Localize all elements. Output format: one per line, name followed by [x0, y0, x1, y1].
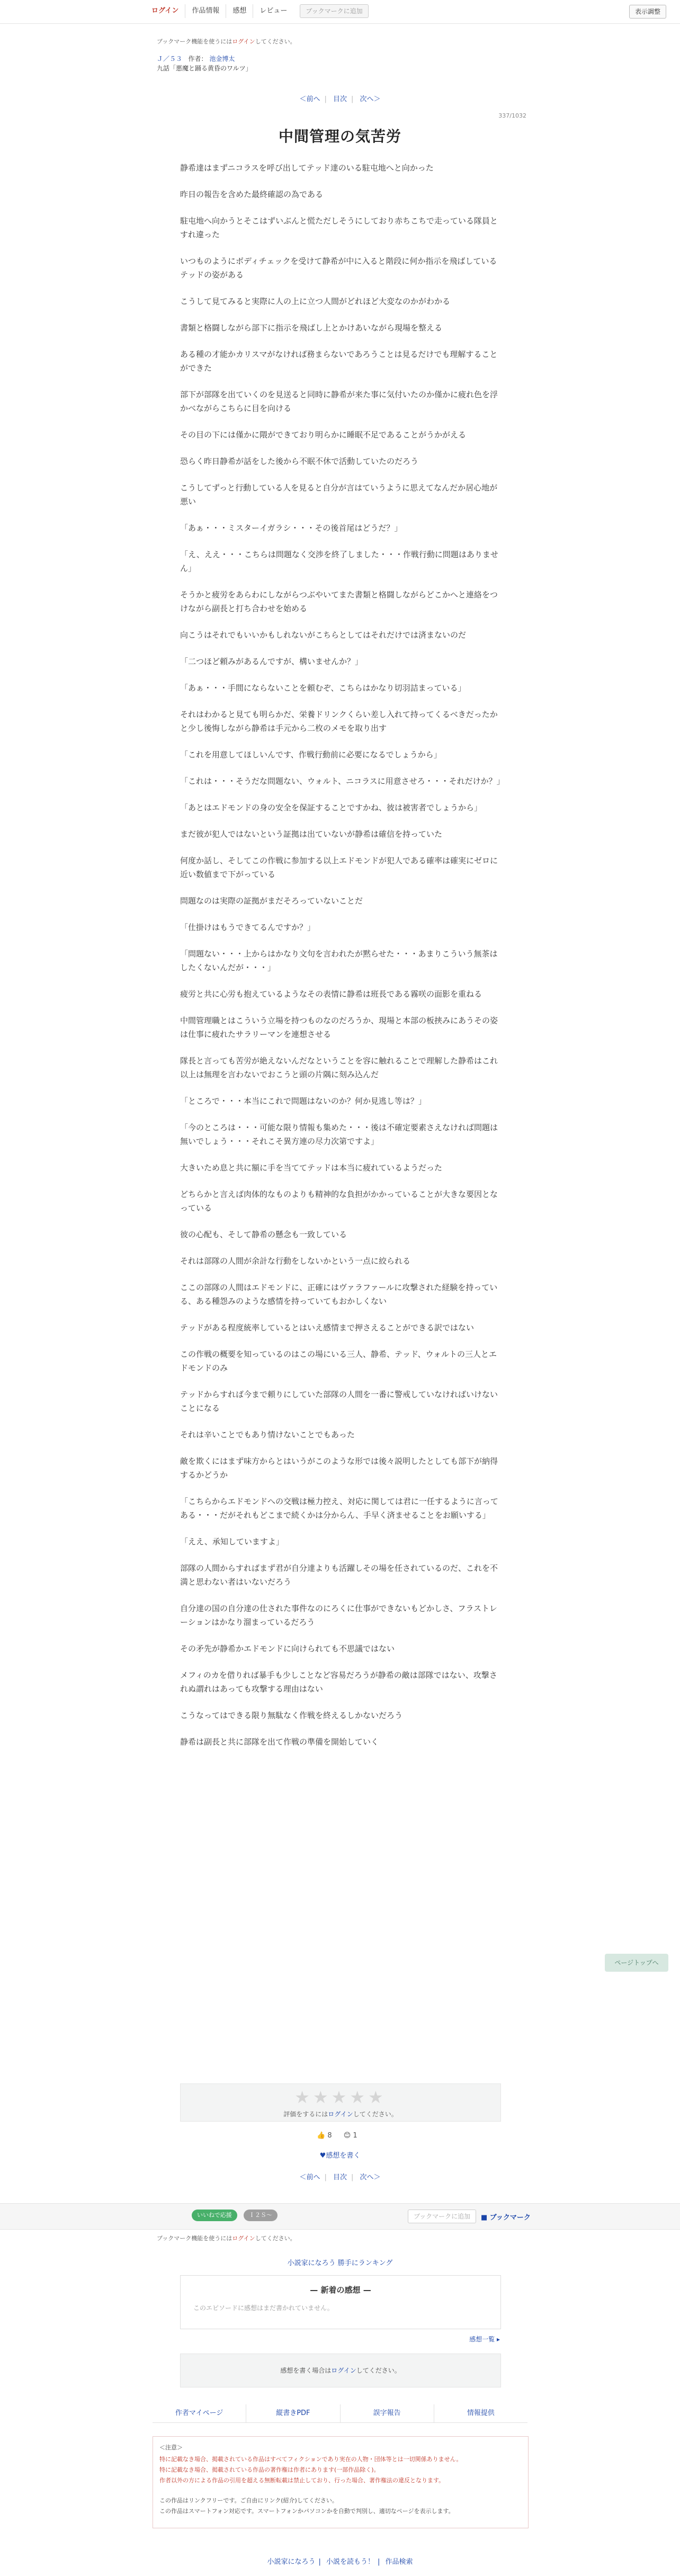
body-paragraph: それはわかると見ても明らかだ、栄養ドリンクくらい差し入れて持ってくるべきだったかと少し後悔しながら静希は手元から二枚のメモを取り出す: [180, 710, 498, 733]
pager-bottom: ＜前へ | 目次 | 次へ＞: [299, 2174, 381, 2181]
note-copyright: 特に記載なき場合、掲載されている作品の著作権は作者にあります(一部作品除く)。: [159, 2466, 380, 2473]
breadcrumb: [157, 54, 252, 73]
body-paragraph: こうして見てみると実際に人の上に立つ人間がどれほど大変なのかがわかる: [180, 297, 451, 306]
note-fiction: 特に記載なき場合、掲載されている作品はすべてフィクションであり実在の人物・団体等とは一切関係ありません。: [159, 2456, 462, 2463]
login-link[interactable]: ログイン: [145, 4, 185, 18]
link-row: [153, 2404, 527, 2423]
note-smartphone: この作品はスマートフォン対応です。スマートフォンかパソコンかを自動で判別し、適切なページを表示します。: [159, 2508, 454, 2515]
body-paragraph: 「これを用意してほしいんです、作戦行動前に必要になるでしょうから」: [180, 750, 442, 759]
prev-link-bottom[interactable]: ＜前へ: [299, 2174, 320, 2181]
impressions-box: [180, 2275, 501, 2329]
bottom-links: 小説家になろう | 小説を読もう！ | 作品検索: [267, 2558, 413, 2566]
gray-badge[interactable]: Ｉ２Ｓ〜: [244, 2210, 278, 2221]
body-paragraph: まだ彼が犯人ではないという証拠は出ていないが静希は確信を持っていた: [180, 829, 443, 839]
body-paragraph: 敵を欺くにはまず味方からとはいうがこのような形では後々説明したとしても部下が納得するかどうか: [180, 1456, 498, 1480]
body-paragraph: それは辛いことでもあり情けないことでもあった: [180, 1430, 355, 1439]
body-paragraph: 「え、ええ・・・こちらは問題なく交渉を終了しました・・・作戦行動に問題はありません」: [180, 550, 498, 573]
info-provide-link[interactable]: 情報提供: [467, 2409, 495, 2417]
body-paragraph: 疲労と共に心労も抱えているようなその表情に静希は班長である霧咲の面影を重ねる: [180, 989, 482, 999]
body-paragraph: 「あぁ・・・ミスターイガラシ・・・その後首尾はどうだ？」: [180, 523, 402, 533]
body-paragraph: 「仕掛けはもうできてるんですか？」: [180, 923, 316, 932]
author-mypage-link[interactable]: 作者マイページ: [153, 2404, 246, 2422]
body-paragraph: テッドがある程度統率しているとはいえ感情まで押さえることができる訳ではない: [180, 1323, 475, 1332]
chapter-title: 九話「悪魔と踊る黄昏のワルツ」: [157, 65, 252, 72]
body-paragraph: この作戦の概要を知っているのはこの場にいる三人、静希、テッド、ウォルトの三人とエドモンドのみ: [180, 1349, 497, 1373]
body-paragraph: 昨日の報告を含めた最終確認の為である: [180, 190, 324, 199]
body-paragraph: 「あぁ・・・手間にならないことを頼むぞ、こちらはかなり切羽詰まっている」: [180, 683, 466, 693]
vertical-pdf-link[interactable]: 縦書きPDF: [246, 2404, 340, 2422]
body-paragraph: 何度か話し、そしてこの作戦に参加する以上エドモンドが犯人である確率は確実にゼロに近い数値まで下がっている: [180, 856, 498, 879]
work-info-link[interactable]: 作品情報: [185, 4, 226, 18]
body-paragraph: 「二つほど頼みがあるんですが、構いませんか？」: [180, 657, 363, 666]
rating-stars[interactable]: ★★★★★: [294, 2087, 387, 2107]
body-paragraph: 隊長と言っても苦労が絶えないんだなということを容に触れることで理解した静希はこれ以上は無理を言わないでおこうと頭の片隅に刻み込んだ: [180, 1056, 498, 1079]
bookmark-add-button[interactable]: ブックマークに追加: [300, 4, 368, 18]
author-link[interactable]: 池金博太: [209, 55, 235, 62]
body-paragraph: 駐屯地へ向かうとそこはずいぶんと慌ただしそうにしており赤ちこちで走っている隊員とすれ違った: [180, 216, 498, 239]
next-link-bottom[interactable]: 次へ＞: [360, 2174, 381, 2181]
narou-link[interactable]: 小説家になろう: [267, 2558, 316, 2566]
rating-login-link[interactable]: ログイン: [328, 2110, 353, 2118]
impressions-link[interactable]: 感想: [226, 4, 253, 18]
notes-heading: ＜注意＞: [159, 2444, 183, 2451]
episode-body: [180, 161, 503, 1761]
note-reprint: 作者以外の方による作品の引用を超える無断転載は禁止しており、行った場合、著作権法の違反となります。: [159, 2477, 445, 2484]
index-link[interactable]: 目次: [333, 95, 347, 103]
body-paragraph: そうかと疲労をあらわにしながらつぶやいてまた書類と格闘しながらどこかへと連絡をつけながら副長と打ち合わせを始める: [180, 590, 498, 613]
episode-title: 中間管理の気苦労: [278, 128, 401, 145]
body-paragraph: 「ところで・・・本当にこれで問題はないのか？何か見逃し等は？」: [180, 1096, 426, 1106]
impressions-title: — 新着の感想 —: [310, 2285, 371, 2295]
body-paragraph: 「これは・・・そうだな問題ない、ウォルト、ニコラスに用意させろ・・・それだけか？」: [180, 776, 505, 786]
next-link[interactable]: 次へ＞: [360, 95, 381, 103]
thumbs-up-reaction[interactable]: 👍 8: [317, 2132, 332, 2140]
body-paragraph: 「今のところは・・・可能な限り情報も集めた・・・後は不確定要素さえなければ問題は無いでしょう・・・それこそ異方連の尽力次第ですよ」: [180, 1123, 498, 1146]
smile-reaction[interactable]: 😊 1: [343, 2132, 357, 2140]
body-paragraph: 静希達はまずニコラスを呼び出してテッド達のいる駐屯地へと向かった: [180, 163, 434, 173]
episode-counter: 337/1032: [498, 112, 526, 119]
login-link-inline[interactable]: ログイン: [232, 38, 255, 45]
body-paragraph: こうしてずっと行動している人を見ると自分が言はていうように思えてなんだか居心地が悪い: [180, 483, 498, 506]
prev-link[interactable]: ＜前へ: [299, 95, 320, 103]
review-link[interactable]: レビュー: [260, 7, 288, 15]
body-paragraph: 「問題ない・・・上からはかなり文句を言われたが黙らせた・・・あまりこういう無茶はしたくないんだが・・・」: [180, 949, 498, 972]
body-paragraph: 「ええ、承知していますよ」: [180, 1537, 284, 1546]
write-impression-link[interactable]: ♥感想を書く: [319, 2152, 361, 2160]
search-link[interactable]: 作品検索: [385, 2558, 413, 2566]
body-paragraph: こうなってはできる限り無駄なく作戦を終えるしかないだろう: [180, 1711, 403, 1720]
footer-bar: [0, 2203, 680, 2230]
body-paragraph: それは部隊の人間が余計な行動をしないかという一点に絞られる: [180, 1256, 411, 1266]
display-settings-button[interactable]: 表示調整: [629, 5, 666, 19]
bookmark-link[interactable]: ■ ブックマーク: [481, 2214, 531, 2222]
impression-login-box: 感想を書く場合はログインしてください。: [180, 2354, 501, 2387]
bookmark-add-button-bottom[interactable]: ブックマークに追加: [408, 2210, 476, 2223]
impressions-empty: このエピソードに感想はまだ書かれていません。: [193, 2304, 334, 2312]
pager-top: ＜前へ | 目次 | 次へ＞: [299, 95, 381, 103]
ranking-link[interactable]: 小説家になろう 勝手にランキング: [287, 2259, 393, 2267]
body-paragraph: どちらかと言えば肉体的なものよりも精神的な負担がかかっていることが大きな要因となっている: [180, 1189, 498, 1213]
body-paragraph: 静希は副長と共に部隊を出て作戦の準備を開始していく: [180, 1737, 379, 1747]
impression-login-link[interactable]: ログイン: [331, 2367, 356, 2374]
bookmark-notice-bottom: ブックマーク機能を使うにはログインしてください。: [157, 2235, 296, 2242]
body-paragraph: 「あとはエドモンドの身の安全を保証することですかね、彼は被害者でしょうから」: [180, 803, 482, 812]
body-paragraph: 向こうはそれでもいいかもしれないがこちらとしてはそれだけでは済まないのだ: [180, 630, 467, 640]
body-paragraph: 恐らく昨日静希が話をした後から不眠不休で活動していたのだろう: [180, 457, 419, 466]
body-paragraph: 問題なのは実際の証拠がまだそろっていないことだ: [180, 896, 363, 906]
body-paragraph: メフィのカを借りれば暴手も少しことなど容易だろうが静希の敵は部隊ではない、攻撃されぬ謂れはあっても攻撃する理由はない: [180, 1670, 497, 1694]
top-nav: [145, 4, 369, 18]
like-badge[interactable]: いいねで応援: [192, 2210, 237, 2221]
body-paragraph: 「こちらからエドモンドへの交戦は極力控え、対応に関しては君に一任するように言ってある・・・だがそれもどこまで続くかは分からん、手早く済ませることをお願いする」: [180, 1497, 498, 1520]
impressions-list-link[interactable]: 感想一覧 ▸: [469, 2336, 500, 2343]
index-link-bottom[interactable]: 目次: [333, 2174, 347, 2181]
body-paragraph: いつものようにボディチェックを受けて静希が中に入ると階段に何か指示を飛ばしているテッドの姿がある: [180, 256, 497, 280]
body-paragraph: 中間管理職とはこういう立場を持つものなのだろうか、現場と本部の板挟みにあうその姿は仕事に疲れたサラリーマンを連想させる: [180, 1016, 498, 1039]
login-link-inline-bottom[interactable]: ログイン: [232, 2235, 255, 2242]
body-paragraph: その矛先が静希かエドモンドに向けられても不思議ではない: [180, 1644, 395, 1653]
notes-box: [153, 2436, 529, 2528]
top-bar: [0, 0, 680, 24]
author-label: 作者：: [188, 55, 208, 62]
rating-box: [180, 2083, 501, 2122]
body-paragraph: 書類と格闘しながら部下に指示を飛ばし上とかけあいながら現場を整える: [180, 323, 443, 333]
typo-report-link[interactable]: 誤字報告: [341, 2404, 434, 2422]
body-paragraph: 部隊の人間からすればまず君が自分達よりも活躍しその場を任されているのだ、これを不満と思わない者はいないだろう: [180, 1563, 498, 1587]
body-paragraph: ここの部隊の人間はエドモンドに、正確にはヴァラファールに攻撃された経験を持っている、ある種怨みのような感情を持っていてもおかしくない: [180, 1283, 498, 1306]
body-paragraph: 自分達の国の自分達の仕された事件なのにろくに仕事ができないもどかしさ、フラストレーションはかなり溜まっているだろう: [180, 1604, 497, 1627]
body-paragraph: 部下が部隊を出ていくのを見送ると同時に静希が来た事に気付いたのか僅かに疲れ色を浮かべながらこちらに目を向ける: [180, 390, 498, 413]
yomou-link[interactable]: 小説を読もう！: [326, 2558, 374, 2566]
note-linkfree: この作品はリンクフリーです。ご自由にリンク(紹介)してください。: [159, 2497, 338, 2504]
body-paragraph: 大きいため息と共に額に手を当ててテッドは本当に疲れているようだった: [180, 1163, 443, 1173]
bookmark-notice: ブックマーク機能を使うにはログインしてください。: [157, 38, 296, 45]
body-paragraph: その目の下には僅かに隈ができており明らかに睡眠不足であることがうかがえる: [180, 430, 467, 440]
page-top-button[interactable]: ページトップへ: [605, 1954, 668, 1972]
body-paragraph: テッドからすれば今まで頼りにしていた部隊の人間を一番に警戒していなければいけないことになる: [180, 1390, 498, 1413]
reactions: [317, 2132, 367, 2140]
body-paragraph: ある種の才能かカリスマがなければ務まらないであろうことは見るだけでも理解することができた: [180, 350, 498, 373]
body-paragraph: 彼の心配も、そして静希の懸念も一致している: [180, 1230, 347, 1239]
rating-message: 評価をするにはログインしてください。: [283, 2110, 398, 2118]
series-number[interactable]: Ｊ／５３: [157, 55, 183, 62]
